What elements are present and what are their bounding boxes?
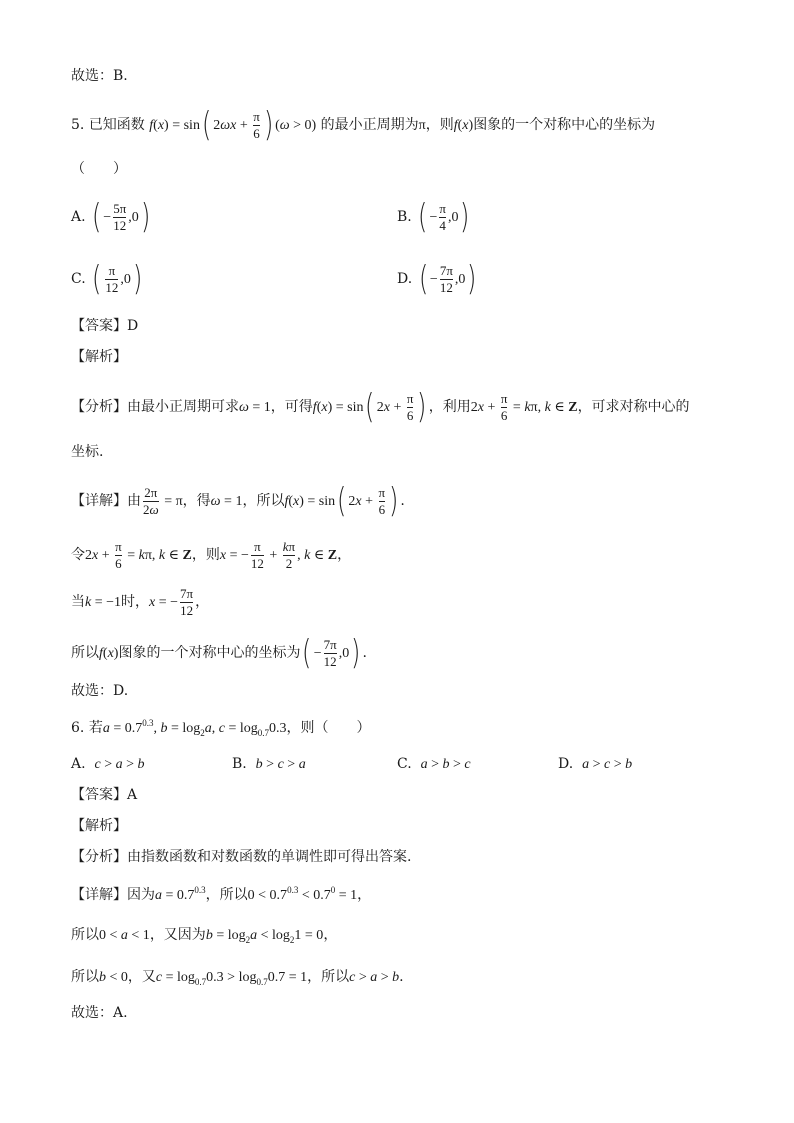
q6-conclusion: 故选：A.	[71, 1005, 128, 1021]
q5-detail-line3: 当k = −1时，x = − $\frac{7\pi}{12}$ ，	[71, 586, 210, 618]
q5-conclusion: 故选：D.	[71, 683, 129, 699]
q6-answer: 【答案】A	[71, 787, 138, 803]
q5-analysis-title: 【解析】	[71, 349, 127, 365]
q6-option-b[interactable]: B. b > c > a	[232, 756, 306, 772]
q6-detail-line2: 所以0 < a < 1，又因为$b = \log_2a < \log_21 = 0$，	[71, 927, 338, 945]
q5-option-a[interactable]: A. ( − $\frac{5\pi}{12}$ ,0)	[71, 197, 151, 237]
q6-option-c[interactable]: C. a > b > c	[397, 756, 471, 772]
q5-option-d[interactable]: D. ( − $\frac{7\pi}{12}$ ,0)	[397, 259, 477, 299]
q5-option-c[interactable]: C. ( $\frac{\pi}{12}$ ,0)	[71, 259, 143, 299]
q4-conclusion: 故选：B.	[71, 68, 128, 84]
q6-detail-line3: 所以b < 0，又$c = \log_{0.7}0.3 > \log_{0.7}0.7 = 1$，所以c > a > b.	[71, 969, 404, 987]
q5-answer: 【答案】D	[71, 318, 139, 334]
q6-option-a[interactable]: A. c > a > b	[71, 756, 145, 772]
q5-detail: 【详解】由 $\frac{2\pi}{2\omega}$ = π，得ω = 1，所以f(x) = sin( 2x + $\frac{\pi}{6}$ ) .	[71, 481, 405, 521]
q6-analysis: 【分析】由指数函数和对数函数的单调性即可得出答案.	[71, 849, 412, 865]
q5-stem: 5. 已知函数 f(x) = sin( 2ωx + $\frac{\pi}{6}$ ) (ω > 0) 的最小正周期为π，则f(x)图象的一个对称中心的坐标为	[71, 105, 656, 145]
q5-option-b[interactable]: B. ( − $\frac{\pi}{4}$ ,0)	[397, 197, 470, 237]
q6-stem: 6. 若$a = 0.7^{0.3}$, $b = \log_2a$, $c = \log_{0.7}0.3$，则（ ）	[71, 718, 371, 738]
q5-detail-line4: 所以f(x)图象的一个对称中心的坐标为( − $\frac{7\pi}{12}$ ,0) .	[71, 633, 367, 673]
q6-analysis-title: 【解析】	[71, 818, 127, 834]
q6-option-d[interactable]: D. a > c > b	[558, 756, 633, 772]
q5-analysis-cont: 坐标.	[71, 444, 104, 460]
q6-number: 6.	[71, 720, 85, 736]
q5-paren: （ ）	[71, 161, 127, 177]
q5-detail-line2: 令2x + $\frac{\pi}{6}$ = kπ, k ∈ Z，则x = − $\frac{\pi}{12}$ + $\frac{k\pi}{2}$ , k ∈ Z，	[71, 539, 352, 571]
q5-analysis: 【分析】由最小正周期可求ω = 1，可得f(x) = sin( 2x + $\frac{\pi}{6}$ ) ，利用2x + $\frac{\pi}{6}$ = kπ, k ∈ Z，可求对称中心的	[71, 387, 690, 427]
q6-detail: 【详解】因为$a = 0.7^{0.3}$，所以$0 < 0.7^{0.3} < 0.7^0 = 1$，	[71, 885, 372, 903]
q5-number: 5.	[71, 117, 85, 133]
